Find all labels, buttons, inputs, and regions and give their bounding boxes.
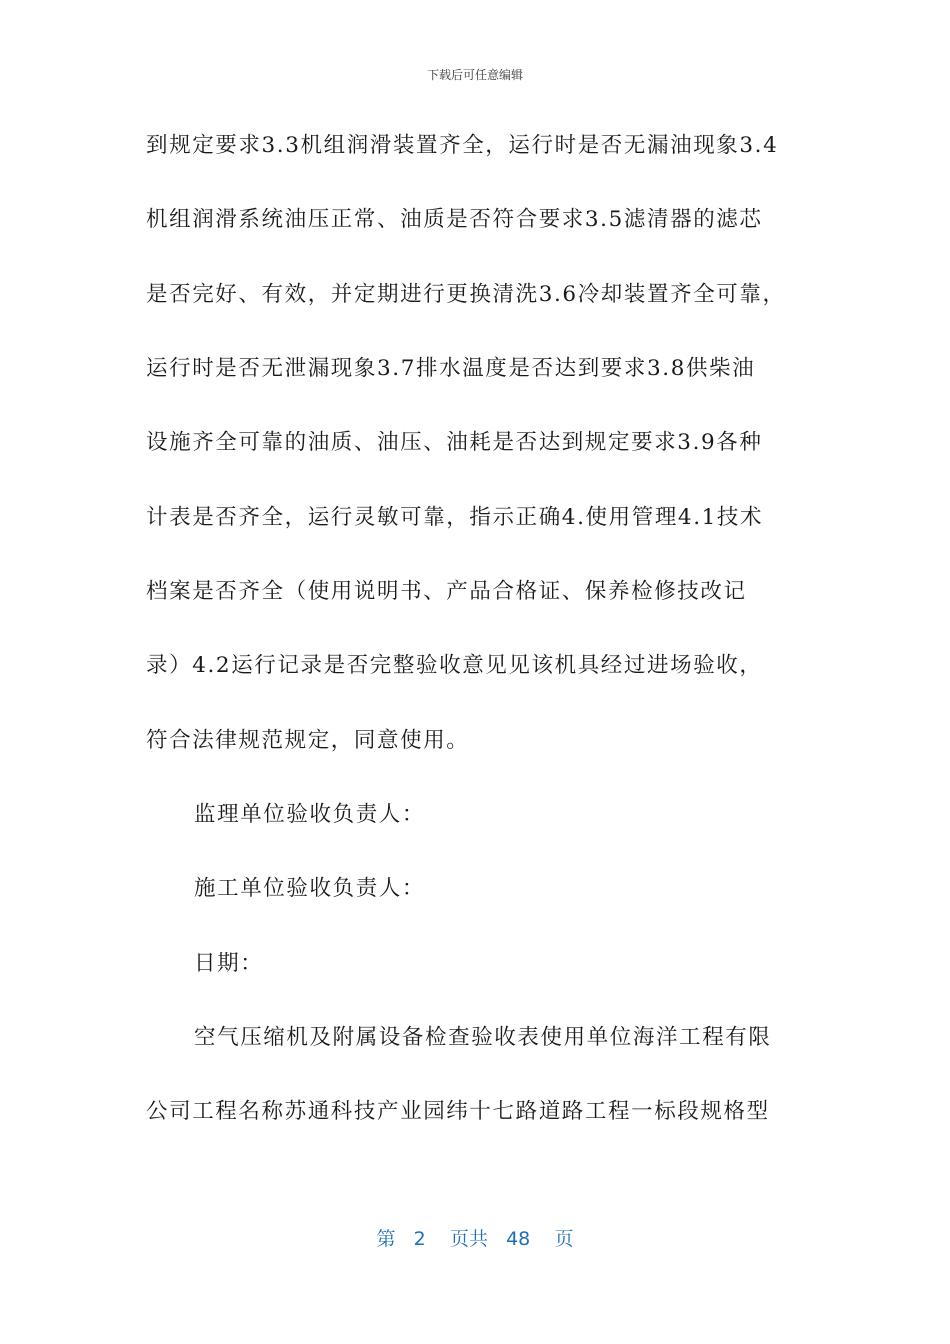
paragraph-line: 公司工程名称苏通科技产业园纬十七路道路工程一标段规格型 bbox=[146, 1099, 770, 1124]
paragraph-line: 设施齐全可靠的油质、油压、油耗是否达到规定要求3.9各种 bbox=[146, 430, 763, 455]
date-field: 日期： bbox=[194, 951, 264, 976]
paragraph-line: 空气压缩机及附属设备检查验收表使用单位海洋工程有限 bbox=[194, 1025, 772, 1050]
paragraph-line: 档案是否齐全（使用说明书、产品合格证、保养检修技改记 bbox=[146, 579, 747, 604]
paragraph-line: 到规定要求3.3机组润滑装置齐全，运行时是否无漏油现象3.4 bbox=[146, 133, 779, 158]
paragraph-line: 计表是否齐全，运行灵敏可靠，指示正确4.使用管理4.1技术 bbox=[146, 505, 764, 530]
paragraph-line: 符合法律规范规定，同意使用。 bbox=[146, 728, 470, 753]
supervisor-signature-field: 监理单位验收负责人： bbox=[194, 802, 426, 827]
total-pages-number: 48 bbox=[506, 1228, 531, 1250]
paragraph-line: 运行时是否无泄漏现象3.7排水温度是否达到要求3.8供柴油 bbox=[146, 356, 756, 381]
page-header: 下载后可任意编辑 bbox=[426, 68, 523, 82]
constructor-signature-field: 施工单位验收负责人： bbox=[194, 876, 426, 901]
paragraph-line: 是否完好、有效，并定期进行更换清洗3.6冷却装置齐全可靠， bbox=[146, 282, 786, 307]
current-page-number: 2 bbox=[413, 1228, 426, 1250]
footer-middle: 页共 bbox=[449, 1228, 488, 1250]
footer-prefix: 第 bbox=[376, 1228, 396, 1250]
paragraph-line: 机组润滑系统油压正常、油质是否符合要求3.5滤清器的滤芯 bbox=[146, 207, 763, 232]
page-footer bbox=[0, 1224, 950, 1251]
footer-suffix: 页 bbox=[554, 1228, 574, 1250]
paragraph-line: 录）4.2运行记录是否完整验收意见见该机具经过进场验收， bbox=[146, 653, 763, 678]
